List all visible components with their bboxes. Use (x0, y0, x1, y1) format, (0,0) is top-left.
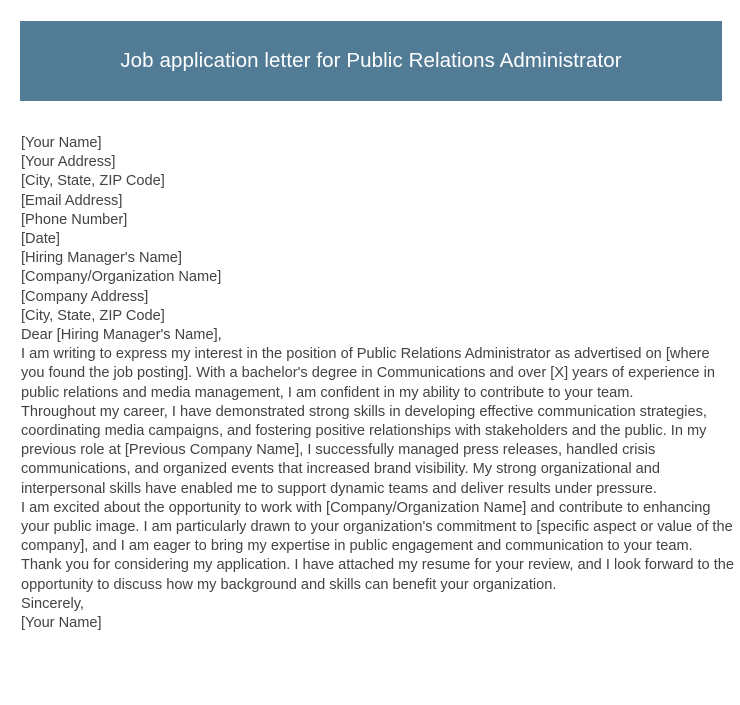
document-header-banner (20, 21, 722, 101)
page-title: Job application letter for Public Relations Administrator (120, 48, 622, 72)
recipient-line-company: [Company/Organization Name] (21, 269, 222, 286)
closing-salutation: Sincerely, (21, 595, 84, 612)
sender-address-block (21, 134, 735, 249)
body-paragraph-1: I am writing to express my interest in the position of Public Relations Administrator as advertised on [where you found the job posting]. With a bachelor's degree in Communications and over [X] years of experience in public relations and media management, I am confident in my ability to contribute to your team. (21, 346, 715, 401)
signature-name: [Your Name] (21, 615, 102, 632)
recipient-address-block (21, 249, 735, 326)
sender-line-phone: [Phone Number] (21, 211, 128, 228)
letter-body (21, 134, 735, 633)
sender-line-address: [Your Address] (21, 154, 116, 171)
salutation: Dear [Hiring Manager's Name], (21, 327, 222, 344)
recipient-line-address: [Company Address] (21, 288, 149, 305)
sender-line-email: [Email Address] (21, 192, 123, 209)
body-paragraph-3: I am excited about the opportunity to work with [Company/Organization Name] and contribute to enhancing your public image. I am particularly drawn to your organization's commitment to [specific aspect or value of the company], and I am eager to bring my expertise in public engagement and communication to your team. (21, 499, 733, 555)
sender-line-date: [Date] (21, 231, 60, 248)
sender-line-name: [Your Name] (21, 135, 102, 151)
recipient-line-city: [City, State, ZIP Code] (21, 307, 165, 324)
recipient-line-manager: [Hiring Manager's Name] (21, 250, 182, 267)
body-paragraph-4: Thank you for considering my application. I have attached my resume for your review, and I look forward to the opportunity to discuss how my background and skills can benefit your organization. (21, 557, 735, 593)
body-paragraph-2: Throughout my career, I have demonstrated strong skills in developing effective communication strategies, coordinating media campaigns, and fostering positive relationships with stakeholders and the public. In my previous role at [Previous Company Name], I successfully managed press releases, handled crisis communications, and organized events that increased brand visibility. My strong organizational and interpersonal skills have enabled me to support dynamic teams and deliver results under pressure. (21, 403, 707, 497)
sender-line-city: [City, State, ZIP Code] (21, 173, 165, 190)
